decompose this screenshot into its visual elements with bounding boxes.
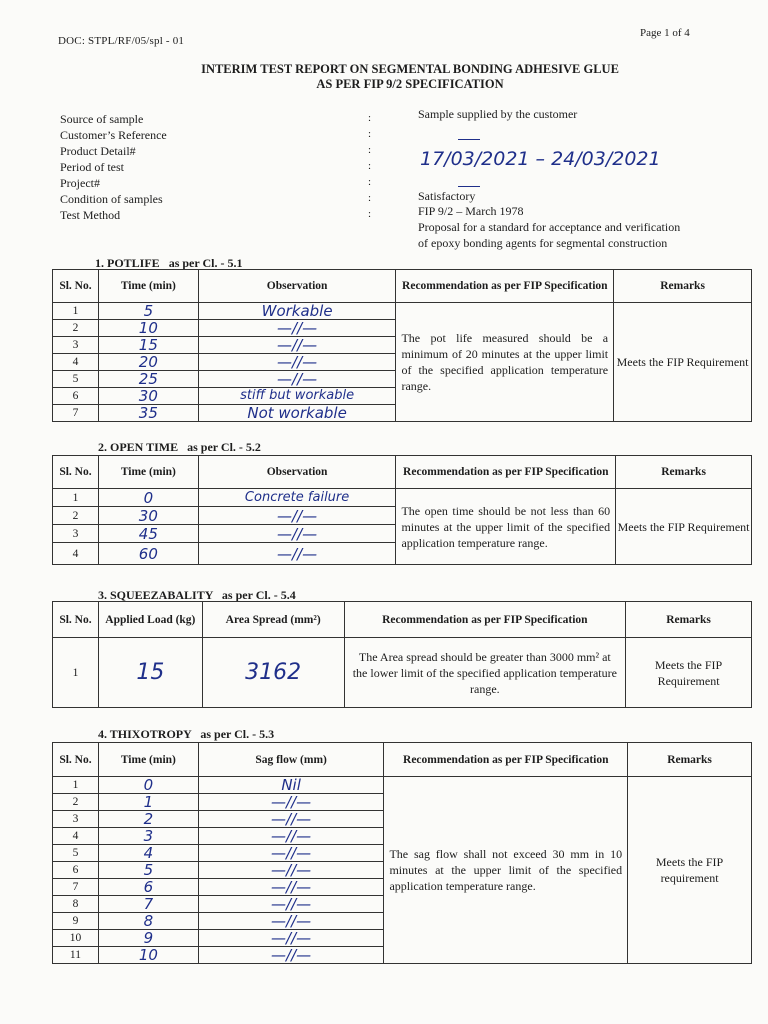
section-thixo-title: 4. THIXOTROPY [98, 727, 192, 741]
squeeze-col-load: Applied Load (kg) [98, 602, 202, 638]
thixo-sag: —//— [198, 947, 384, 964]
thixo-time: 10 [98, 947, 198, 964]
thixo-sl: 8 [53, 896, 99, 913]
thixo-sag: Nil [198, 777, 384, 794]
thixo-time: 1 [98, 794, 198, 811]
potlife-observation: —//— [198, 371, 396, 388]
squeeze-col-area: Area Spread (mm²) [202, 602, 344, 638]
thixo-sl: 9 [53, 913, 99, 930]
opentime-observation: —//— [198, 543, 396, 565]
potlife-col-sl: Sl. No. [53, 270, 99, 303]
report-title-line-2: AS PER FIP 9/2 SPECIFICATION [316, 77, 504, 91]
opentime-table [52, 455, 752, 565]
section-potlife-clause: as per Cl. - 5.1 [168, 256, 243, 270]
meta-colon: : [368, 160, 372, 172]
report-title-line-1: INTERIM TEST REPORT ON SEGMENTAL BONDING ADHESIVE GLUE [201, 62, 619, 76]
squeeze-col-remarks: Remarks [626, 602, 752, 638]
section-potlife-title: 1. POTLIFE [95, 256, 160, 270]
potlife-remarks: Meets the FIP Requirement [614, 303, 752, 422]
thixo-remarks: Meets the FIP requirement [628, 777, 752, 964]
thixo-sl: 4 [53, 828, 99, 845]
thixo-sag: —//— [198, 896, 384, 913]
thixo-time: 2 [98, 811, 198, 828]
squeeze-sl: 1 [53, 638, 99, 708]
potlife-sl: 1 [53, 303, 99, 320]
thixo-time: 7 [98, 896, 198, 913]
thixo-sag: —//— [198, 862, 384, 879]
thixo-time: 9 [98, 930, 198, 947]
potlife-sl: 5 [53, 371, 99, 388]
squeeze-remarks: Meets the FIP Requirement [626, 638, 752, 708]
thixo-sag: —//— [198, 913, 384, 930]
document-reference: DOC: STPL/RF/05/spl - 01 [58, 35, 185, 47]
thixo-sag: —//— [198, 930, 384, 947]
meta-colon: : [368, 144, 372, 156]
potlife-table [52, 269, 752, 422]
opentime-col-time: Time (min) [98, 456, 198, 489]
meta-value-method-desc-2: of epoxy bonding agents for segmental construction [418, 236, 668, 250]
thixo-col-remarks: Remarks [628, 743, 752, 777]
potlife-recommendation: The pot life measured should be a minimum of 20 minutes at the upper limit of the specified application temperature range. [396, 303, 614, 422]
thixo-col-sl: Sl. No. [53, 743, 99, 777]
thixo-sl: 2 [53, 794, 99, 811]
thixo-sl: 10 [53, 930, 99, 947]
thixo-sag: —//— [198, 811, 384, 828]
squeeze-table [52, 601, 752, 708]
meta-colon: : [368, 176, 372, 188]
opentime-col-remarks: Remarks [616, 456, 752, 489]
meta-value-source: Sample supplied by the customer [418, 107, 578, 121]
potlife-time: 5 [98, 303, 198, 320]
thixo-sag: —//— [198, 794, 384, 811]
thixo-time: 0 [98, 777, 198, 794]
thixo-time: 8 [98, 913, 198, 930]
opentime-time: 60 [98, 543, 198, 565]
meta-colon: : [368, 128, 372, 140]
opentime-recommendation: The open time should be not less than 60 minutes at the upper limit of the specified application temperature range. [396, 489, 616, 565]
thixo-recommendation: The sag flow shall not exceed 30 mm in 10 minutes at the upper limit of the specified application temperature range. [384, 777, 628, 964]
page-number: Page 1 of 4 [640, 27, 690, 39]
thixo-sl: 11 [53, 947, 99, 964]
opentime-observation: —//— [198, 507, 396, 525]
potlife-col-observation: Observation [198, 270, 396, 303]
thixo-sl: 3 [53, 811, 99, 828]
potlife-observation: —//— [198, 320, 396, 337]
potlife-observation: —//— [198, 354, 396, 371]
potlife-sl: 6 [53, 388, 99, 405]
meta-value-period: 17/03/2021 – 24/03/2021 [420, 148, 661, 170]
squeeze-load: 15 [98, 638, 202, 708]
section-squeeze-title: 3. SQUEEZABALITY [98, 588, 213, 602]
thixo-sag: —//— [198, 879, 384, 896]
potlife-time: 15 [98, 337, 198, 354]
potlife-time: 30 [98, 388, 198, 405]
thixo-sl: 7 [53, 879, 99, 896]
potlife-observation: Not workable [198, 405, 396, 422]
meta-label-customer-ref: Customer’s Reference [60, 128, 167, 142]
section-squeeze-clause: as per Cl. - 5.4 [221, 588, 296, 602]
opentime-sl: 2 [53, 507, 99, 525]
thixo-col-sag: Sag flow (mm) [198, 743, 384, 777]
potlife-observation: stiff but workable [198, 388, 396, 405]
squeeze-recommendation: The Area spread should be greater than 3000 mm² at the lower limit of the specified application temperature range. [344, 638, 626, 708]
potlife-time: 10 [98, 320, 198, 337]
opentime-col-sl: Sl. No. [53, 456, 99, 489]
meta-label-source: Source of sample [60, 112, 144, 126]
thixo-time: 6 [98, 879, 198, 896]
meta-label-product: Product Detail# [60, 144, 136, 158]
meta-colon: : [368, 192, 372, 204]
meta-label-method: Test Method [60, 208, 121, 222]
thixo-time: 3 [98, 828, 198, 845]
meta-label-period: Period of test [60, 160, 124, 174]
thixo-table [52, 742, 752, 964]
opentime-sl: 3 [53, 525, 99, 543]
squeeze-area: 3162 [202, 638, 344, 708]
section-opentime-clause: as per Cl. - 5.2 [187, 440, 261, 454]
potlife-sl: 4 [53, 354, 99, 371]
customer-ref-dash [458, 127, 480, 145]
thixo-col-time: Time (min) [98, 743, 198, 777]
opentime-time: 30 [98, 507, 198, 525]
opentime-sl: 4 [53, 543, 99, 565]
potlife-col-recommendation: Recommendation as per FIP Specification [396, 270, 614, 303]
meta-value-condition: Satisfactory [418, 189, 476, 203]
opentime-col-observation: Observation [198, 456, 396, 489]
section-thixo-clause: as per Cl. - 5.3 [200, 727, 275, 741]
opentime-time: 0 [98, 489, 198, 507]
thixo-time: 4 [98, 845, 198, 862]
opentime-remarks: Meets the FIP Requirement [616, 489, 752, 565]
opentime-observation: —//— [198, 525, 396, 543]
opentime-observation: Concrete failure [198, 489, 396, 507]
thixo-sl: 6 [53, 862, 99, 879]
potlife-col-remarks: Remarks [614, 270, 752, 303]
meta-colon: : [368, 112, 372, 124]
opentime-time: 45 [98, 525, 198, 543]
opentime-col-recommendation: Recommendation as per FIP Specification [396, 456, 616, 489]
potlife-sl: 7 [53, 405, 99, 422]
thixo-sl: 1 [53, 777, 99, 794]
potlife-time: 35 [98, 405, 198, 422]
potlife-col-time: Time (min) [98, 270, 198, 303]
squeeze-col-sl: Sl. No. [53, 602, 99, 638]
section-opentime-heading [98, 440, 261, 455]
potlife-time: 25 [98, 371, 198, 388]
section-thixo-heading [98, 727, 274, 742]
meta-label-condition: Condition of samples [60, 192, 163, 206]
meta-value-method-desc-1: Proposal for a standard for acceptance and verification [418, 220, 681, 234]
meta-colon: : [368, 208, 372, 220]
thixo-sag: —//— [198, 828, 384, 845]
thixo-sag: —//— [198, 845, 384, 862]
potlife-observation: —//— [198, 337, 396, 354]
opentime-sl: 1 [53, 489, 99, 507]
squeeze-col-recommendation: Recommendation as per FIP Specification [344, 602, 626, 638]
meta-label-project: Project# [60, 176, 100, 190]
section-opentime-title: 2. OPEN TIME [98, 440, 179, 454]
thixo-col-recommendation: Recommendation as per FIP Specification [384, 743, 628, 777]
potlife-time: 20 [98, 354, 198, 371]
potlife-sl: 3 [53, 337, 99, 354]
potlife-observation: Workable [198, 303, 396, 320]
thixo-time: 5 [98, 862, 198, 879]
thixo-sl: 5 [53, 845, 99, 862]
potlife-sl: 2 [53, 320, 99, 337]
meta-value-method: FIP 9/2 – March 1978 [418, 204, 524, 218]
